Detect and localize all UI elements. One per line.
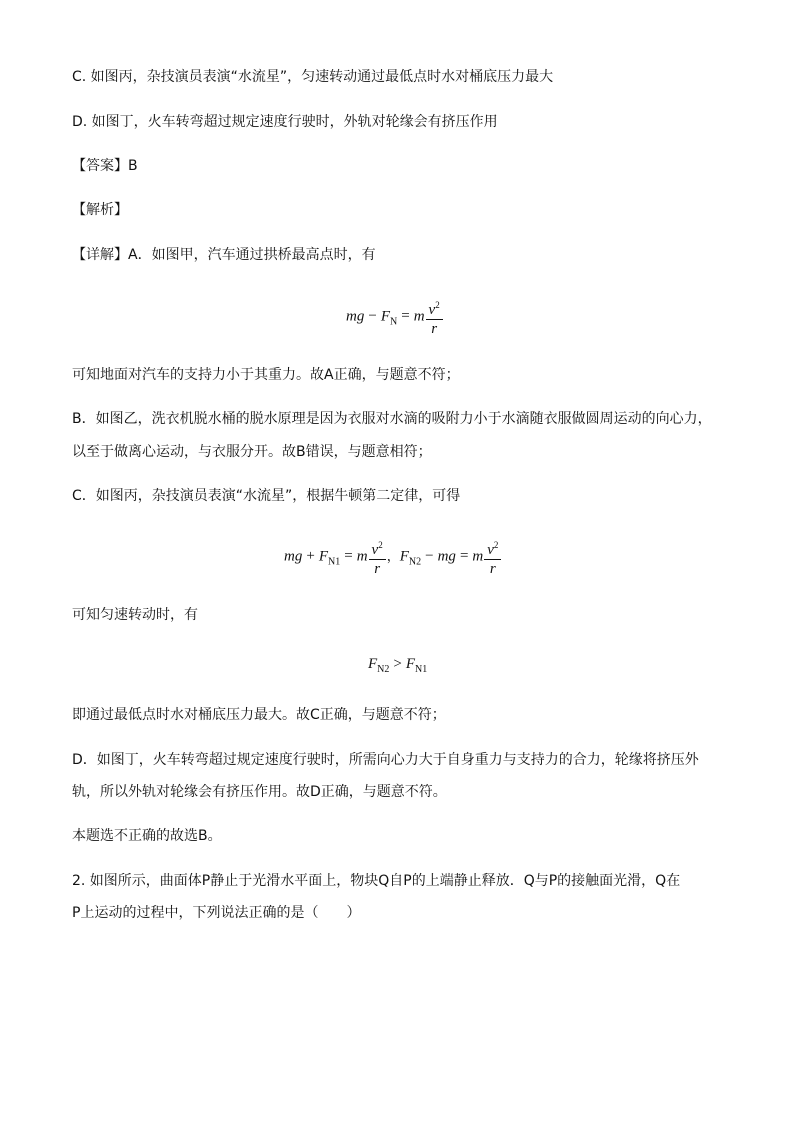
formula-1-minus: − bbox=[368, 308, 377, 325]
formula-2-sub-n1: N1 bbox=[327, 556, 341, 568]
option-c-analysis-line-2: 可知匀速转动时，有 bbox=[72, 607, 198, 623]
formula-3-gt: > bbox=[393, 656, 402, 672]
formula-2-F1: F bbox=[318, 548, 328, 565]
formula-1-mg: mg bbox=[346, 308, 365, 325]
formula-2-v1: v bbox=[371, 542, 379, 558]
option-b-line-2: 以至于做离心运动，与衣服分开。故B错误，与题意相符； bbox=[72, 444, 432, 460]
option-c-text: C. 如图丙，杂技演员表演“水流星”，匀速转动通过最低点时水对桶底压力最大 bbox=[72, 69, 554, 85]
formula-2-square-1: 2 bbox=[378, 540, 383, 550]
formula-2-minus: − bbox=[425, 548, 434, 565]
formula-2 bbox=[284, 536, 502, 578]
formula-2-v2: v bbox=[487, 542, 494, 558]
formula-1-sub-n: N bbox=[389, 316, 398, 328]
formula-2-eq1: = bbox=[344, 548, 353, 565]
formula-2-comma: ， bbox=[386, 549, 400, 565]
formula-3-sub-n2: N2 bbox=[377, 664, 390, 675]
detail-a-text: 【详解】A．如图甲，汽车通过拱桥最高点时，有 bbox=[72, 247, 376, 263]
formula-1-eq: = bbox=[401, 308, 410, 325]
formula-2-square-2: 2 bbox=[493, 540, 499, 550]
formula-2-sub-n2: N2 bbox=[408, 556, 422, 568]
formula-2-m2: m bbox=[472, 548, 484, 565]
formula-1-square: 2 bbox=[435, 300, 440, 310]
formula-3-F2: F bbox=[368, 656, 378, 672]
conclusion-a-text: 可知地面对汽车的支持力小于其重力。故A正确，与题意不符； bbox=[72, 367, 460, 383]
formula-3 bbox=[368, 656, 427, 675]
formula-2-F2: F bbox=[399, 548, 409, 565]
formula-2-eq2: = bbox=[459, 548, 469, 565]
formula-2-fraction-2 bbox=[484, 536, 501, 578]
formula-3-sub-n1: N1 bbox=[415, 664, 428, 675]
analysis-label: 【解析】 bbox=[72, 202, 128, 218]
answer-label: 【答案】B bbox=[72, 158, 138, 174]
formula-1-v: v bbox=[428, 302, 436, 318]
formula-2-plus: + bbox=[306, 548, 315, 565]
question-2-line-2: P上运动的过程中，下列说法正确的是（ ） bbox=[72, 905, 361, 921]
formula-2-m1: m bbox=[356, 548, 368, 565]
summary-text: 本题选不正确的故选B。 bbox=[72, 828, 222, 844]
formula-1 bbox=[346, 296, 444, 338]
option-d-text: D. 如图丁，火车转弯超过规定速度行驶时，外轨对轮缘会有挤压作用 bbox=[72, 114, 498, 130]
formula-1-m: m bbox=[413, 308, 425, 325]
option-d-analysis-line-1: D．如图丁，火车转弯超过规定速度行驶时，所需向心力大于自身重力与支持力的合力，轮缘将挤压外 bbox=[72, 752, 699, 768]
question-2-line-1: 2. 如图所示，曲面体P静止于光滑水平面上，物块Q自P的上端静止释放．Q与P的接触面光滑，Q在 bbox=[72, 873, 681, 889]
formula-1-fraction bbox=[426, 296, 443, 338]
formula-2-fraction-1 bbox=[369, 536, 386, 578]
formula-2-r2: r bbox=[489, 561, 496, 577]
formula-2-mg: mg bbox=[284, 548, 303, 565]
option-c-analysis-line-3: 即通过最低点时水对桶底压力最大。故C正确，与题意不符； bbox=[72, 707, 446, 723]
option-b-line-1: B．如图乙，洗衣机脱水桶的脱水原理是因为衣服对水滴的吸附力小于水滴随衣服做圆周运动的向心力， bbox=[72, 411, 712, 427]
formula-1-F: F bbox=[380, 308, 390, 325]
option-d-analysis-line-2: 轨，所以外轨对轮缘会有挤压作用。故D正确，与题意不符。 bbox=[72, 784, 447, 800]
formula-3-F1: F bbox=[405, 656, 416, 672]
formula-2-mg2: mg bbox=[437, 548, 456, 565]
formula-2-r1: r bbox=[374, 561, 381, 577]
formula-1-r: r bbox=[431, 321, 438, 337]
option-c-analysis-line-1: C．如图丙，杂技演员表演“水流星”，根据牛顿第二定律，可得 bbox=[72, 488, 461, 504]
